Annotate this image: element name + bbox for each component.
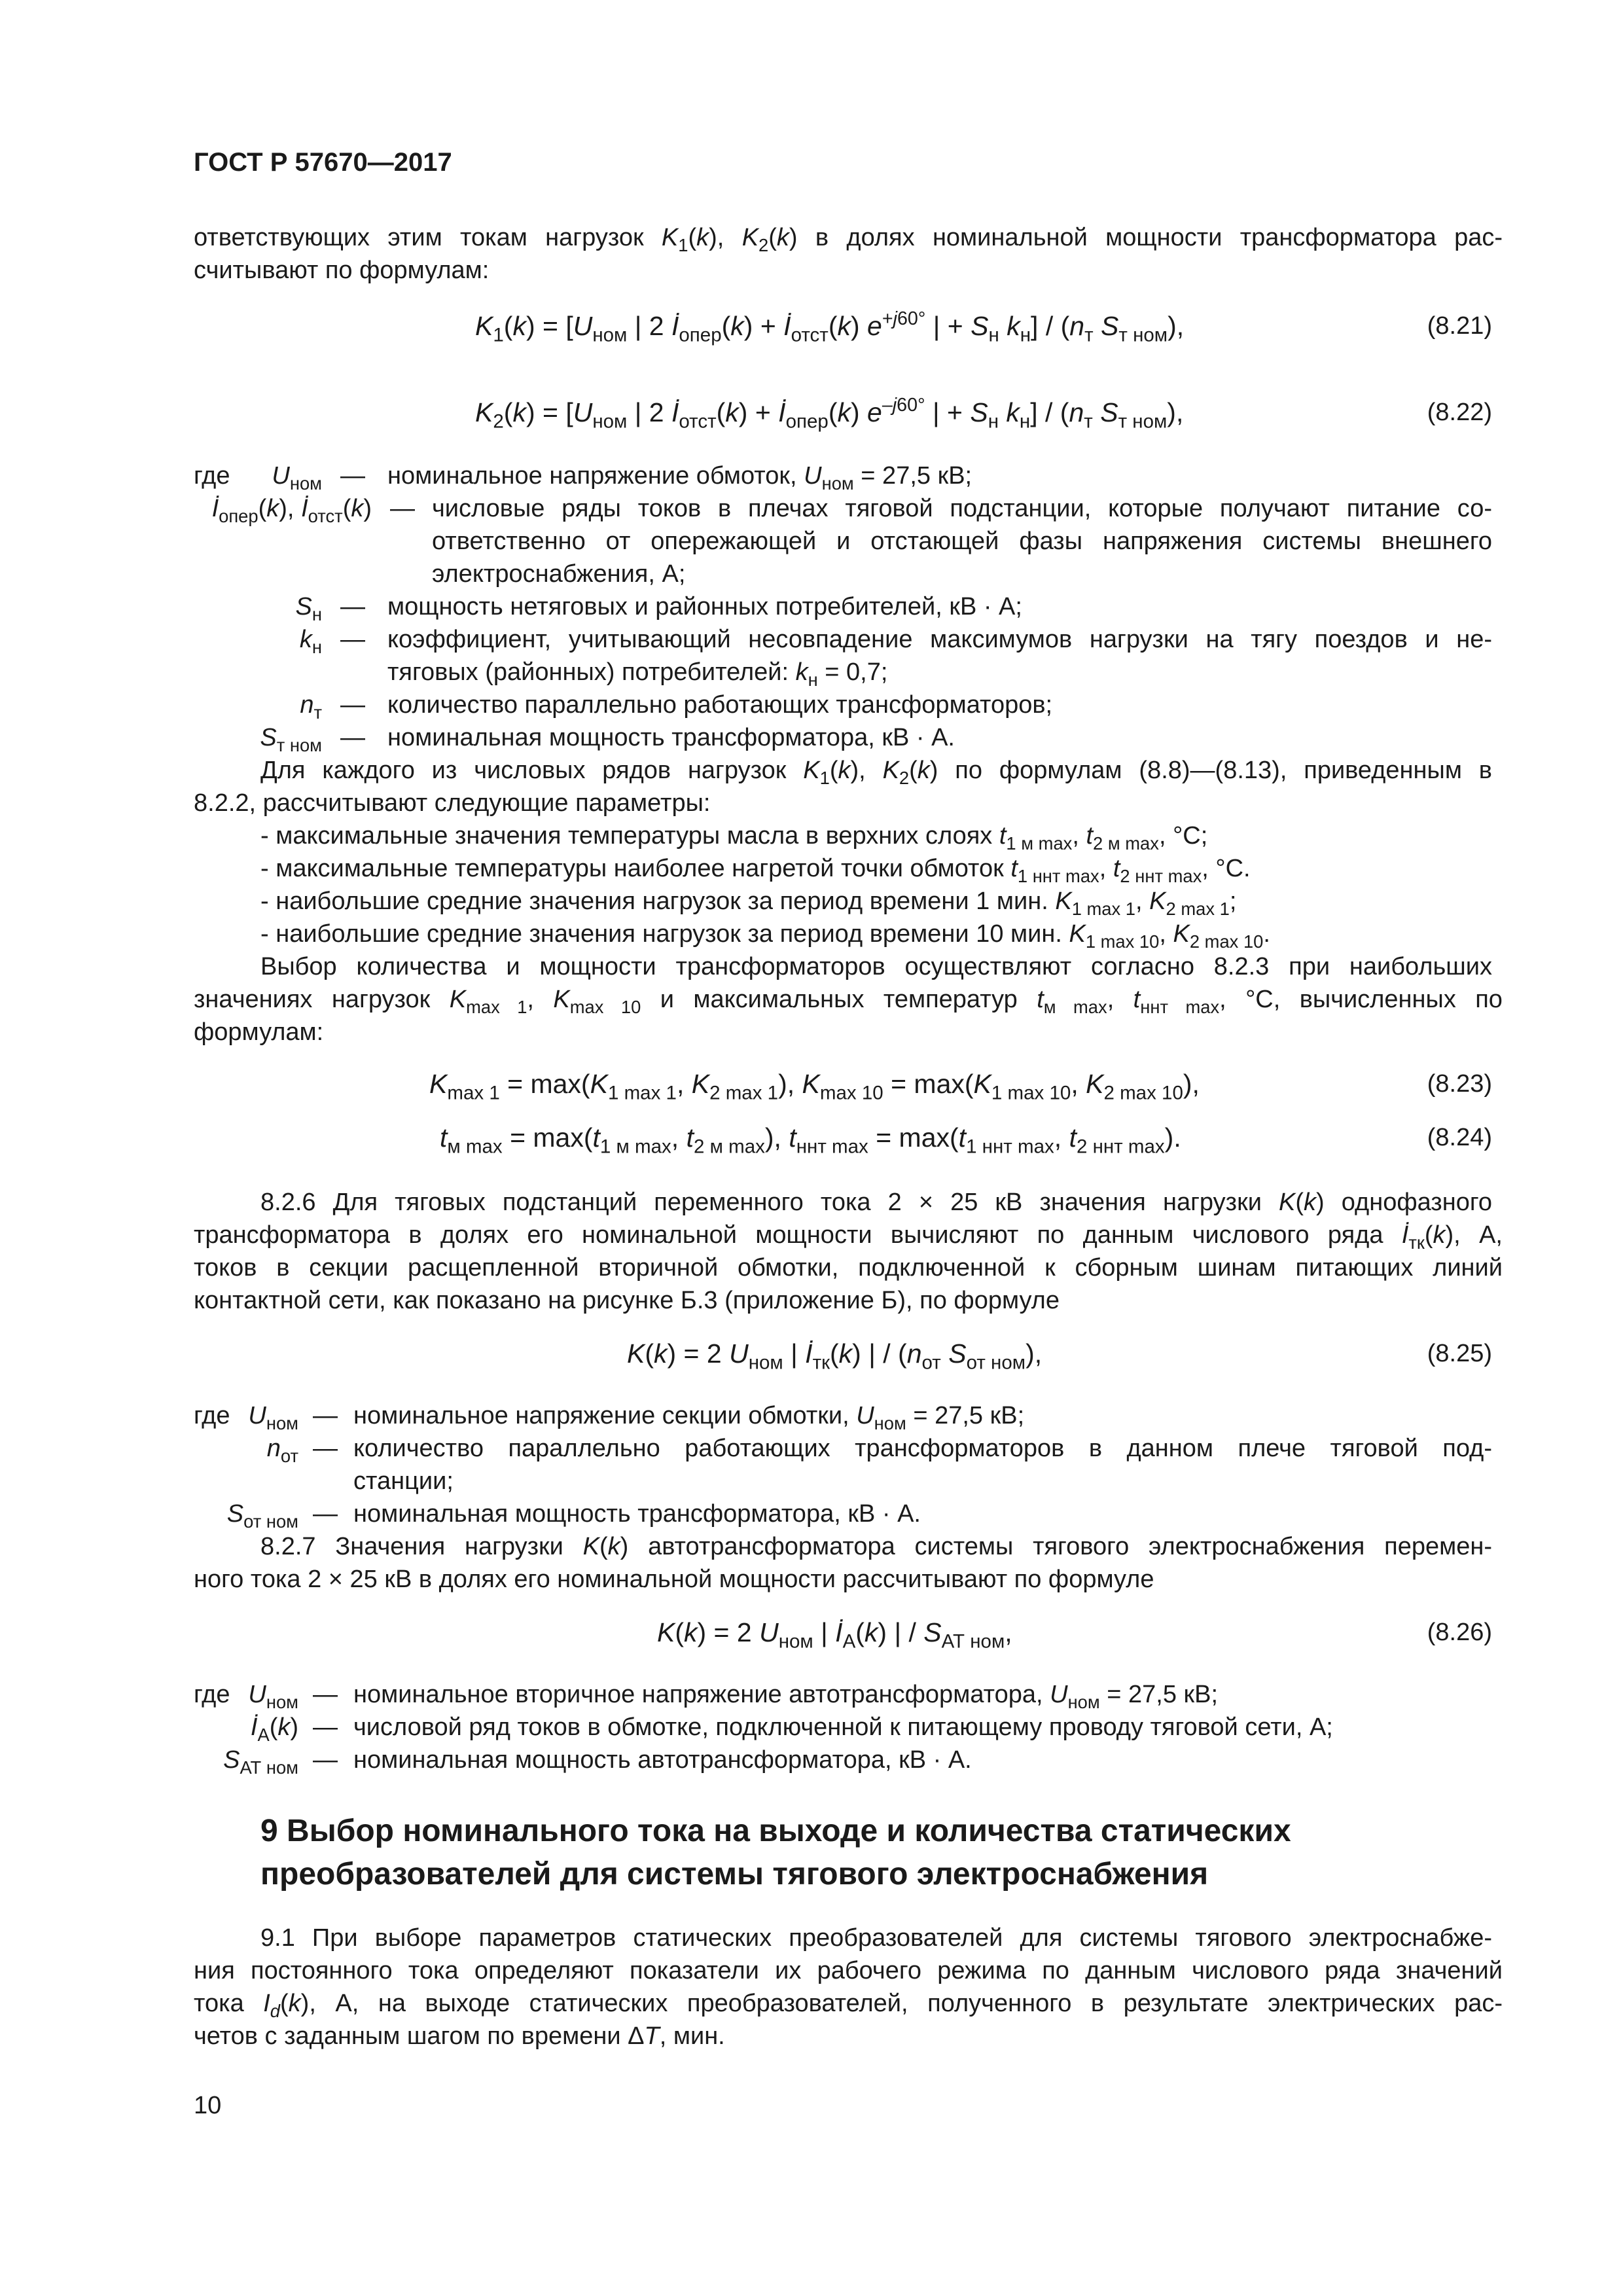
legend1-text: ответственно от опережающей и отстающей фазы напряжения системы внешнего bbox=[432, 528, 1492, 555]
legend3-text: номинальное вторичное напряжение автотрансформатора, $U_{ном} = 27,5$ кВ; bbox=[353, 1681, 1219, 1712]
calc-list-item: - наибольшие средние значения нагрузок за период времени 10 мин. $K_{1 max 10}$, $K_{2 max 10}$. bbox=[260, 920, 1270, 952]
legend2-text: номинальная мощность трансформатора, кВ · А. bbox=[353, 1500, 921, 1528]
legend2-dash: — bbox=[313, 1500, 338, 1528]
section-9-title-line-2: преобразователей для системы тягового электроснабжения bbox=[260, 1857, 1209, 1892]
legend2-symbol-n-ot: $n_{от}$ bbox=[266, 1435, 298, 1466]
legend1-symbol-s-n: $S_н$ bbox=[295, 593, 322, 624]
legend1-dash: — bbox=[340, 724, 365, 751]
legend1-text: числовые ряды токов в плечах тяговой подстанции, которые получают питание со- bbox=[432, 495, 1492, 522]
p826-line-2: трансформатора в долях его номинальной мощности вычисляют по данным числового ряда $İ_{тк}(k)$, А, bbox=[194, 1221, 1503, 1253]
legend1-symbol-currents: $İ_{опер}(k)$, $İ_{отст}(k)$ bbox=[211, 495, 372, 526]
legend2-symbol-u-nom: $U_{ном}$ bbox=[248, 1402, 298, 1433]
p826-line-1: 8.2.6 Для тяговых подстанций переменного тока 2 × 25 кВ значения нагрузки K(k) однофазного bbox=[260, 1189, 1493, 1216]
legend1-dash: — bbox=[390, 495, 415, 522]
legend1-dash: — bbox=[340, 626, 365, 653]
calc-line-2: 8.2.2, рассчитывают следующие параметры: bbox=[194, 789, 711, 817]
intro-line-2: считывают по формулам: bbox=[194, 257, 490, 284]
p826-line-4: контактной сети, как показано на рисунке Б.3 (приложение Б), по формуле bbox=[194, 1287, 1060, 1314]
choice-line-2: значениях нагрузок $K_{max 1}$, $K_{max 10}$ и максимальных температур $t_{м max}$, $t_{ннт max}$, °С, вычисленных по bbox=[194, 986, 1503, 1017]
legend1-text: номинальная мощность трансформатора, кВ · А. bbox=[387, 724, 955, 751]
legend1-symbol-k-n: $k_н$ bbox=[299, 626, 322, 657]
legend3-text: числовой ряд токов в обмотке, подключенной к питающему проводу тяговой сети, А; bbox=[353, 1713, 1333, 1741]
legend3-dash: — bbox=[313, 1746, 338, 1774]
legend1-text: коэффициент, учитывающий несовпадение максимумов нагрузки на тягу поездов и не- bbox=[387, 626, 1492, 653]
legend1-symbol-s-t-nom: $S_{т ном}$ bbox=[260, 724, 322, 755]
legend3-symbol-s-at-nom: $S_{АТ ном}$ bbox=[223, 1746, 298, 1778]
legend2-dash: — bbox=[313, 1402, 338, 1429]
formula-8-21: $K_1(k) = [U_{ном}$ | 2 $İ_{опер}(k)$ + $İ_{отст}(k)$ $e^{+j60^\circ}$ | + $S_н$ $k_н] / (n_т$ $S_{т ном}$), bbox=[475, 308, 1185, 346]
formula-8-26: K(k) = 2 $U_{ном}$ | $İ_А(k)$ | / $S_{АТ ном}$, bbox=[657, 1617, 1012, 1653]
legend2-text: номинальное напряжение секции обмотки, $U_{ном} = 27,5$ кВ; bbox=[353, 1402, 1025, 1433]
legend3-symbol-u-nom: $U_{ном}$ bbox=[248, 1681, 298, 1712]
formula-8-22: $K_2(k) = [U_{ном}$ | 2 $İ_{отст}(k)$ + $İ_{опер}(k)$ $e^{-j60^\circ}$ | + $S_н$ $k_н] / (n_т$ $S_{т ном}$), bbox=[475, 395, 1184, 433]
p826-line-3: токов в секции расщепленной вторичной обмотки, подключенной к сборным шинам питающих линий bbox=[194, 1254, 1503, 1282]
legend2-text: станции; bbox=[353, 1467, 454, 1495]
legend1-dash: — bbox=[340, 593, 365, 620]
legend3-gde: где bbox=[194, 1681, 230, 1708]
legend1-text: количество параллельно работающих трансформаторов; bbox=[387, 691, 1053, 719]
p91-line-3: тока $I_d(k)$, А, на выходе статических преобразователей, полученного в результате электрических рас- bbox=[194, 1990, 1503, 2021]
legend2-dash: — bbox=[313, 1435, 338, 1462]
legend3-dash: — bbox=[313, 1713, 338, 1741]
formula-8-24: $t_{м max} = \max(t_{1 м max}$, $t_{2 м max}$), $t_{ннт max} = \max(t_{1 ннт max}$, $t_{2 ннт max}$). bbox=[440, 1122, 1181, 1158]
formula-8-25: K(k) = 2 $U_{ном}$ | $İ_{тк}(k)$ | / ($n_{от}$ $S_{от ном}$), bbox=[627, 1338, 1043, 1374]
choice-line-1: Выбор количества и мощности трансформаторов осуществляют согласно 8.2.3 при наибольших bbox=[260, 953, 1492, 980]
formula-number-8-21: (8.21) bbox=[1427, 312, 1492, 340]
formula-number-8-26: (8.26) bbox=[1427, 1619, 1492, 1646]
formula-number-8-22: (8.22) bbox=[1427, 399, 1492, 426]
legend1-text: мощность нетяговых и районных потребителей, кВ · А; bbox=[387, 593, 1022, 620]
legend1-symbol-u-nom: $U_{ном}$ bbox=[272, 462, 322, 493]
formula-8-23: $K_{max 1} = \max(K_{1 max 1}$, $K_{2 max 1}$), $K_{max 10} = \max(K_{1 max 10}$, $K_{2 max 10}$), bbox=[429, 1069, 1200, 1104]
p91-line-2: ния постоянного тока определяют показатели их рабочего режима по данным числового ряда значений bbox=[194, 1957, 1503, 1984]
calc-list-item: - наибольшие средние значения нагрузок за период времени 1 мин. $K_{1 max 1}$, $K_{2 max 1}$; bbox=[260, 888, 1237, 919]
legend1-gde: где bbox=[194, 462, 230, 490]
formula-number-8-25: (8.25) bbox=[1427, 1340, 1492, 1367]
legend3-text: номинальная мощность автотрансформатора, кВ · А. bbox=[353, 1746, 972, 1774]
legend1-text: тяговых (районных) потребителей: $k_н = 0,7$; bbox=[387, 658, 888, 690]
legend1-text: электроснабжения, А; bbox=[432, 560, 686, 588]
page-number: 10 bbox=[194, 2092, 222, 2119]
document-header: ГОСТ Р 57670—2017 bbox=[194, 148, 452, 177]
calc-list-item: - максимальные значения температуры масла в верхних слоях $t_{1 м max}$, $t_{2 м max}$, °С; bbox=[260, 822, 1208, 853]
p827-line-2: ного тока 2 × 25 кВ в долях его номинальной мощности рассчитывают по формуле bbox=[194, 1566, 1154, 1593]
p91-line-4: четов с заданным шагом по времени ΔT, мин. bbox=[194, 2022, 725, 2050]
legend3-symbol-i-a: $İ_А(k)$ bbox=[250, 1713, 298, 1745]
calc-list-item: - максимальные температуры наиболее нагретой точки обмоток $t_{1 ннт max}$, $t_{2 ннт max}$, °С. bbox=[260, 855, 1251, 886]
legend1-text: номинальное напряжение обмоток, $U_{ном} = 27,5$ кВ; bbox=[387, 462, 972, 493]
p91-line-1: 9.1 При выборе параметров статических преобразователей для системы тягового электроснабже- bbox=[260, 1924, 1492, 1952]
legend2-text: количество параллельно работающих трансформаторов в данном плече тяговой под- bbox=[353, 1435, 1492, 1462]
section-9-title-line-1: 9 Выбор номинального тока на выходе и количества статических bbox=[260, 1814, 1291, 1848]
legend2-symbol-s-ot-nom: $S_{от ном}$ bbox=[226, 1500, 298, 1532]
intro-line-1: ответствующих этим токам нагрузок $K_1(k)$, $K_2(k)$ в долях номинальной мощности трансформатора рас- bbox=[194, 224, 1503, 255]
legend1-dash: — bbox=[340, 462, 365, 490]
formula-number-8-23: (8.23) bbox=[1427, 1070, 1492, 1098]
legend3-dash: — bbox=[313, 1681, 338, 1708]
legend1-symbol-n-t: $n_т$ bbox=[300, 691, 322, 723]
choice-line-3: формулам: bbox=[194, 1018, 324, 1046]
formula-number-8-24: (8.24) bbox=[1427, 1124, 1492, 1151]
p827-line-1: 8.2.7 Значения нагрузки K(k) автотрансформатора системы тягового электроснабжения перемен- bbox=[260, 1533, 1492, 1560]
legend1-dash: — bbox=[340, 691, 365, 719]
calc-line-1: Для каждого из числовых рядов нагрузок $K_1(k)$, $K_2(k)$ по формулам (8.8)—(8.13), приведенным в bbox=[260, 757, 1492, 788]
legend2-gde: где bbox=[194, 1402, 230, 1429]
